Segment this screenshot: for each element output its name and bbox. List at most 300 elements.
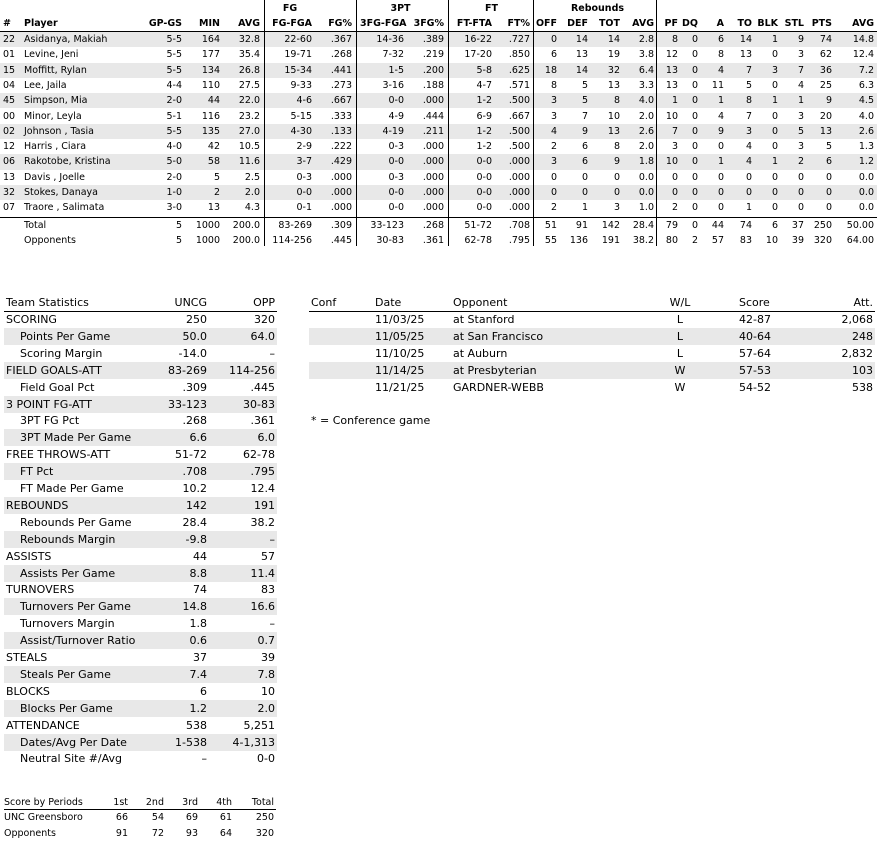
- opp-value: 11.4: [250, 566, 275, 580]
- team-stat-label: BLOCKS: [6, 684, 50, 698]
- cell-blocks: 0: [771, 171, 778, 183]
- cell-3fg-pct: .000: [422, 156, 444, 168]
- opp-value: .445: [250, 380, 275, 394]
- cell-ft-pct: .000: [508, 202, 530, 214]
- cell-q3: 69: [185, 812, 198, 823]
- total-cell-gp-gs: 5: [175, 234, 182, 246]
- column-header-min-avg: AVG: [238, 18, 260, 29]
- team-stat-row: [4, 666, 277, 683]
- uncg-value: 83-269: [168, 363, 207, 377]
- cell-reb-avg: 6.4: [638, 64, 654, 76]
- cell-ft-pct: .000: [508, 171, 530, 183]
- cell-fg-fga: 2-9: [296, 141, 312, 153]
- cell-min-avg: 23.2: [238, 110, 260, 122]
- cell-ft-pct: .000: [508, 156, 530, 168]
- cell-turnovers: 7: [745, 110, 752, 122]
- team-stat-row: [4, 531, 277, 548]
- divider-line: [533, 0, 534, 246]
- opp-column-header: OPP: [253, 296, 275, 309]
- cell-fg-fga: 22-60: [284, 34, 312, 45]
- total-cell-reb-avg: 38.2: [632, 234, 654, 246]
- cell-ft-pct: .727: [508, 34, 530, 45]
- team-stat-row: [4, 480, 277, 497]
- cell-off-reb: 18: [544, 64, 557, 76]
- cell-num: 13: [3, 171, 16, 183]
- cell-steals: 2: [797, 156, 804, 168]
- divider-line: [264, 0, 265, 246]
- total-cell-ft-pct: .708: [508, 219, 530, 231]
- cell-gp-gs: 4-4: [166, 79, 182, 91]
- cell-date: 11/14/25: [375, 364, 425, 377]
- cell-pts-avg: 14.8: [852, 34, 874, 45]
- team-stat-label: REBOUNDS: [6, 498, 69, 512]
- cell-dq: 0: [691, 34, 698, 45]
- team-stat-label: Rebounds Per Game: [20, 515, 132, 529]
- cell-player: Lee, Jaila: [24, 79, 67, 91]
- opp-value: –: [269, 532, 275, 546]
- cell-off-reb: 0: [550, 171, 557, 183]
- opp-value: 0-0: [257, 752, 275, 766]
- opp-value: .361: [250, 414, 275, 428]
- cell-ft-pct: .000: [508, 187, 530, 198]
- cell-fg-pct: .333: [330, 110, 352, 122]
- cell-player: Moffitt, Rylan: [24, 64, 87, 76]
- cell-num: 02: [3, 125, 16, 137]
- cell-min: 58: [207, 156, 220, 168]
- cell-def-reb: 9: [581, 125, 588, 137]
- team-stat-row: [4, 581, 277, 598]
- team-stat-row: [4, 396, 277, 413]
- cell-dq: 0: [691, 95, 698, 107]
- cell-fg-pct: .667: [330, 95, 352, 107]
- cell-reb-avg: 3.8: [638, 49, 654, 61]
- cell-off-reb: 0: [550, 34, 557, 45]
- cell-reb-avg: 2.8: [638, 34, 654, 45]
- cell-opponent: at Auburn: [453, 347, 508, 360]
- cell-reb-avg: 2.0: [638, 110, 654, 122]
- column-header-pf: PF: [664, 18, 678, 29]
- opp-value: 62-78: [243, 448, 275, 462]
- cell-num: 01: [3, 49, 16, 61]
- total-cell-off-reb: 55: [544, 234, 557, 246]
- cell-min-avg: 4.3: [244, 202, 260, 214]
- uncg-value: 37: [193, 651, 207, 664]
- cell-player: Minor, Leyla: [24, 110, 82, 122]
- cell-min-avg: 26.8: [238, 64, 260, 76]
- total-cell-gp-gs: 5: [175, 219, 182, 231]
- cell-steals: 4: [797, 79, 804, 91]
- cell-fg-fga: 5-15: [290, 110, 312, 122]
- column-header-fg-pct: FG%: [328, 18, 352, 29]
- cell-ft-fta: 4-7: [476, 79, 492, 91]
- column-header-off-reb: OFF: [535, 18, 557, 29]
- cell-score: 57-53: [739, 364, 771, 377]
- cell-score: 57-64: [739, 347, 771, 360]
- cell-3fg-pct: .200: [422, 64, 444, 76]
- cell-ft-fta: 1-2: [476, 125, 492, 137]
- cell-3fg-fga: 0-0: [388, 187, 404, 198]
- cell-player: Asidanya, Makiah: [24, 34, 108, 45]
- team-stat-row: [4, 615, 277, 632]
- team-stat-label: FREE THROWS-ATT: [6, 448, 111, 462]
- cell-dq: 0: [691, 64, 698, 76]
- cell-reb-avg: 0.0: [638, 171, 654, 183]
- total-cell-assists: 57: [711, 234, 724, 246]
- cell-num: 15: [3, 64, 16, 76]
- cell-player: Davis , Joelle: [24, 171, 85, 183]
- column-header-3fg-fga: 3FG-FGA: [360, 18, 407, 29]
- uncg-value: 33-123: [168, 397, 207, 411]
- team-stat-row: [4, 345, 277, 362]
- cell-score: 40-64: [739, 330, 771, 343]
- cell-dq: 0: [691, 110, 698, 122]
- cell-points: 9: [825, 95, 832, 107]
- team-stat-row: [4, 514, 277, 531]
- cell-q3: 93: [185, 828, 198, 839]
- total-cell-dq: 2: [691, 234, 698, 246]
- cell-attendance: 103: [852, 364, 873, 377]
- total-cell-3fg-pct: .268: [422, 219, 444, 231]
- opp-value: 7.8: [257, 667, 275, 681]
- team-stat-label: 3 POINT FG-ATT: [6, 397, 92, 411]
- cell-assists: 4: [717, 110, 724, 122]
- cell-steals: 3: [797, 141, 804, 153]
- cell-min-avg: 2.0: [244, 187, 260, 198]
- cell-3fg-fga: 0-0: [388, 202, 404, 214]
- team-stat-row: [4, 328, 277, 345]
- cell-pf: 2: [671, 202, 678, 214]
- uncg-value: 250: [186, 313, 207, 326]
- cell-ft-fta: 0-0: [476, 202, 492, 214]
- cell-min: 135: [201, 125, 220, 137]
- cell-def-reb: 5: [581, 95, 588, 107]
- cell-pts-avg: 6.3: [858, 79, 874, 91]
- cell-min: 13: [207, 202, 220, 214]
- cell-tot-reb: 13: [607, 125, 620, 137]
- cell-attendance: 248: [852, 330, 873, 343]
- cell-fg-pct: .133: [330, 125, 352, 137]
- cell-points: 6: [825, 156, 832, 168]
- team-stat-label: FT Pct: [20, 465, 54, 479]
- cell-3fg-fga: 4-9: [388, 110, 404, 122]
- cell-3fg-pct: .389: [422, 34, 444, 45]
- cell-ft-fta: 0-0: [476, 187, 492, 198]
- team-stat-label: Points Per Game: [20, 329, 111, 343]
- cell-reb-avg: 2.0: [638, 141, 654, 153]
- cell-off-reb: 2: [550, 141, 557, 153]
- divider-line: [0, 217, 877, 218]
- opp-value: 2.0: [257, 701, 275, 715]
- cell-reb-avg: 4.0: [638, 95, 654, 107]
- column-header-reb-avg: AVG: [632, 18, 654, 29]
- total-cell-blocks: 10: [765, 234, 778, 246]
- team-stat-label: Scoring Margin: [20, 346, 103, 360]
- uncg-value: 44: [193, 549, 207, 563]
- divider-line: [356, 0, 357, 246]
- cell-3fg-pct: .000: [422, 187, 444, 198]
- cell-gp-gs: 2-0: [166, 95, 182, 107]
- cell-fg-fga: 9-33: [290, 79, 312, 91]
- cell-dq: 0: [691, 125, 698, 137]
- cell-min: 44: [207, 95, 220, 107]
- cell-tot-reb: 13: [607, 79, 620, 91]
- total-cell-fg-fga: 114-256: [272, 234, 312, 246]
- cell-team: UNC Greensboro: [4, 812, 83, 823]
- column-header-q2: 2nd: [145, 797, 164, 808]
- cell-tot-reb: 32: [607, 64, 620, 76]
- cell-opponent: at Presbyterian: [453, 364, 537, 377]
- cell-num: 00: [3, 110, 16, 122]
- team-stat-row: [4, 362, 277, 379]
- cell-3fg-fga: 7-32: [382, 49, 404, 61]
- total-cell-3fg-fga: 33-123: [370, 219, 404, 231]
- cell-gp-gs: 5-5: [166, 34, 182, 45]
- team-stat-label: TURNOVERS: [6, 583, 75, 597]
- cell-steals: 0: [797, 187, 804, 198]
- column-header-ft-fta: FT-FTA: [456, 18, 492, 29]
- total-cell-fg-pct: .445: [330, 234, 352, 246]
- cell-blocks: 0: [771, 202, 778, 214]
- cell-ft-pct: .571: [508, 79, 530, 91]
- team-stat-label: ASSISTS: [6, 549, 52, 563]
- total-cell-ft-fta: 51-72: [464, 219, 492, 231]
- opp-value: 30-83: [243, 397, 275, 411]
- cell-tot-reb: 19: [607, 49, 620, 61]
- cell-steals: 1: [797, 95, 804, 107]
- cell-result: W: [674, 381, 686, 394]
- cell-3fg-fga: 3-16: [382, 79, 404, 91]
- total-cell-turnovers: 83: [739, 234, 752, 246]
- cell-fg-pct: .429: [330, 156, 352, 168]
- cell-min: 5: [213, 171, 220, 183]
- cell-result: L: [676, 330, 684, 343]
- team-stat-row: [4, 497, 277, 514]
- total-cell-def-reb: 91: [575, 219, 588, 231]
- total-cell-dq: 0: [691, 219, 698, 231]
- cell-def-reb: 7: [581, 110, 588, 122]
- total-cell-ft-fta: 62-78: [464, 234, 492, 246]
- cell-off-reb: 2: [550, 202, 557, 214]
- cell-min-avg: 22.0: [238, 95, 260, 107]
- cell-fg-fga: 0-0: [296, 187, 312, 198]
- team-stat-label: 3PT Made Per Game: [20, 431, 132, 445]
- team-stat-row: [4, 734, 277, 751]
- cell-3fg-fga: 4-19: [382, 125, 404, 137]
- cell-pf: 8: [671, 34, 678, 45]
- cell-def-reb: 5: [581, 79, 588, 91]
- cell-pts-avg: 0.0: [858, 187, 874, 198]
- cell-dq: 0: [691, 79, 698, 91]
- group-header-reb: Rebounds: [570, 3, 625, 14]
- cell-num: 32: [3, 187, 16, 198]
- team-stat-row: [4, 412, 277, 429]
- cell-fg-pct: .000: [330, 187, 352, 198]
- column-header-num: #: [3, 18, 11, 29]
- cell-tot-reb: 0: [613, 171, 620, 183]
- column-header-steals: STL: [784, 18, 804, 29]
- cell-pts-avg: 0.0: [858, 202, 874, 214]
- cell-pts-avg: 2.6: [858, 125, 874, 137]
- uncg-value: 6: [200, 684, 207, 698]
- team-stats-title: Team Statistics: [6, 296, 89, 309]
- uncg-value: .708: [182, 465, 207, 479]
- cell-blocks: 0: [771, 110, 778, 122]
- cell-off-reb: 8: [550, 79, 557, 91]
- column-header-assists: A: [716, 18, 724, 29]
- cell-fg-pct: .367: [330, 34, 352, 45]
- cell-turnovers: 13: [739, 49, 752, 61]
- cell-player: Levine, Jeni: [24, 49, 79, 61]
- cell-blocks: 1: [771, 95, 778, 107]
- cell-q2: 54: [151, 812, 164, 823]
- total-cell-fg-pct: .309: [330, 219, 352, 231]
- cell-points: 5: [825, 141, 832, 153]
- cell-num: 45: [3, 95, 16, 107]
- cell-turnovers: 5: [745, 79, 752, 91]
- cell-q4: 64: [219, 828, 232, 839]
- game-row: [309, 311, 875, 328]
- uncg-value: –: [201, 752, 207, 766]
- cell-attendance: 538: [852, 381, 873, 394]
- column-header-date: Date: [375, 296, 402, 309]
- cell-gp-gs: 5-5: [166, 125, 182, 137]
- cell-assists: 0: [717, 202, 724, 214]
- opp-value: 83: [261, 583, 275, 597]
- total-cell-tot-reb: 191: [601, 234, 620, 246]
- total-cell-ft-pct: .795: [508, 234, 530, 246]
- team-stats-header: [4, 294, 277, 312]
- cell-points: 25: [819, 79, 832, 91]
- column-header-3fg-pct: 3FG%: [413, 18, 444, 29]
- team-stat-label: Rebounds Margin: [20, 532, 116, 546]
- team-stat-label: 3PT FG Pct: [20, 414, 80, 428]
- cell-blocks: 1: [771, 156, 778, 168]
- cell-3fg-fga: 1-5: [388, 64, 404, 76]
- opp-value: –: [269, 346, 275, 360]
- cell-turnovers: 4: [745, 156, 752, 168]
- team-stat-row: [4, 598, 277, 615]
- uncg-column-header: UNCG: [174, 296, 207, 309]
- cell-dq: 0: [691, 141, 698, 153]
- column-header-fg-fga: FG-FGA: [272, 18, 312, 29]
- opp-value: 12.4: [250, 482, 275, 495]
- cell-ft-pct: .500: [508, 141, 530, 153]
- cell-def-reb: 13: [575, 49, 588, 61]
- cell-turnovers: 0: [745, 171, 752, 183]
- team-stat-row: [4, 632, 277, 649]
- cell-assists: 0: [717, 141, 724, 153]
- cell-opponent: at San Francisco: [453, 330, 544, 343]
- cell-pf: 1: [671, 95, 678, 107]
- cell-blocks: 0: [771, 125, 778, 137]
- cell-pts-avg: 0.0: [858, 171, 874, 183]
- uncg-value: 6.6: [189, 431, 207, 445]
- cell-player: Stokes, Danaya: [24, 187, 98, 198]
- cell-date: 11/03/25: [375, 313, 425, 326]
- cell-3fg-pct: .000: [422, 95, 444, 107]
- cell-assists: 0: [717, 171, 724, 183]
- cell-reb-avg: 1.8: [638, 156, 654, 168]
- cell-fg-fga: 0-3: [296, 171, 312, 183]
- cell-steals: 5: [797, 125, 804, 137]
- cell-pf: 13: [665, 79, 678, 91]
- cell-3fg-fga: 0-3: [388, 141, 404, 153]
- opp-value: 64.0: [250, 329, 275, 343]
- cell-ft-fta: 6-9: [476, 110, 492, 122]
- cell-total: 320: [255, 828, 274, 839]
- column-header-player: Player: [24, 18, 58, 29]
- cell-ft-fta: 16-22: [464, 34, 492, 45]
- cell-points: 13: [819, 125, 832, 137]
- team-stat-label: Blocks Per Game: [20, 701, 113, 715]
- opp-value: 5,251: [243, 718, 275, 732]
- column-header-team: Score by Periods: [4, 797, 83, 808]
- team-stat-row: [4, 565, 277, 582]
- cell-num: 06: [3, 156, 16, 168]
- opp-value: 38.2: [250, 515, 275, 529]
- cell-fg-pct: .222: [330, 141, 352, 153]
- cell-blocks: 0: [771, 141, 778, 153]
- total-cell-points: 250: [813, 219, 832, 231]
- cell-ft-fta: 0-0: [476, 156, 492, 168]
- cell-min-avg: 2.5: [244, 171, 260, 183]
- cell-ft-pct: .667: [508, 110, 530, 122]
- cell-def-reb: 1: [581, 202, 588, 214]
- uncg-value: 538: [186, 718, 207, 732]
- cell-pf: 0: [671, 171, 678, 183]
- cell-min-avg: 10.5: [238, 141, 260, 153]
- schedule-header: [309, 294, 875, 312]
- cell-gp-gs: 5-5: [166, 49, 182, 61]
- cell-def-reb: 0: [581, 187, 588, 198]
- uncg-value: -14.0: [178, 346, 207, 360]
- cell-min: 110: [201, 79, 220, 91]
- cell-player: Rakotobe, Kristina: [24, 156, 111, 168]
- cell-tot-reb: 8: [613, 95, 620, 107]
- cell-off-reb: 0: [550, 187, 557, 198]
- cell-attendance: 2,832: [841, 347, 873, 360]
- total-cell-reb-avg: 28.4: [632, 219, 654, 231]
- cell-fg-pct: .441: [330, 64, 352, 76]
- cell-gp-gs: 5-0: [166, 156, 182, 168]
- opp-value: 320: [254, 313, 275, 326]
- team-stat-row: [4, 717, 277, 734]
- cell-def-reb: 0: [581, 171, 588, 183]
- cell-ft-fta: 0-0: [476, 171, 492, 183]
- cell-result: L: [676, 347, 684, 360]
- cell-assists: 1: [717, 156, 724, 168]
- cell-date: 11/21/25: [375, 381, 425, 394]
- cell-player: Harris , Ciara: [24, 141, 87, 153]
- cell-blocks: 3: [771, 64, 778, 76]
- cell-blocks: 0: [771, 79, 778, 91]
- opp-value: 39: [261, 651, 275, 664]
- uncg-value: 28.4: [182, 515, 207, 529]
- cell-ft-pct: .500: [508, 95, 530, 107]
- cell-blocks: 1: [771, 34, 778, 45]
- cell-gp-gs: 3-0: [166, 202, 182, 214]
- total-cell-pf: 79: [665, 219, 678, 231]
- team-stat-label: Turnovers Per Game: [20, 600, 131, 614]
- team-stat-label: Dates/Avg Per Date: [20, 735, 127, 749]
- team-stat-row: [4, 379, 277, 396]
- cell-min: 134: [201, 64, 220, 76]
- cell-pf: 3: [671, 141, 678, 153]
- total-cell-def-reb: 136: [569, 234, 588, 246]
- cell-assists: 1: [717, 95, 724, 107]
- cell-reb-avg: 3.3: [638, 79, 654, 91]
- column-header-gp-gs: GP-GS: [148, 18, 182, 29]
